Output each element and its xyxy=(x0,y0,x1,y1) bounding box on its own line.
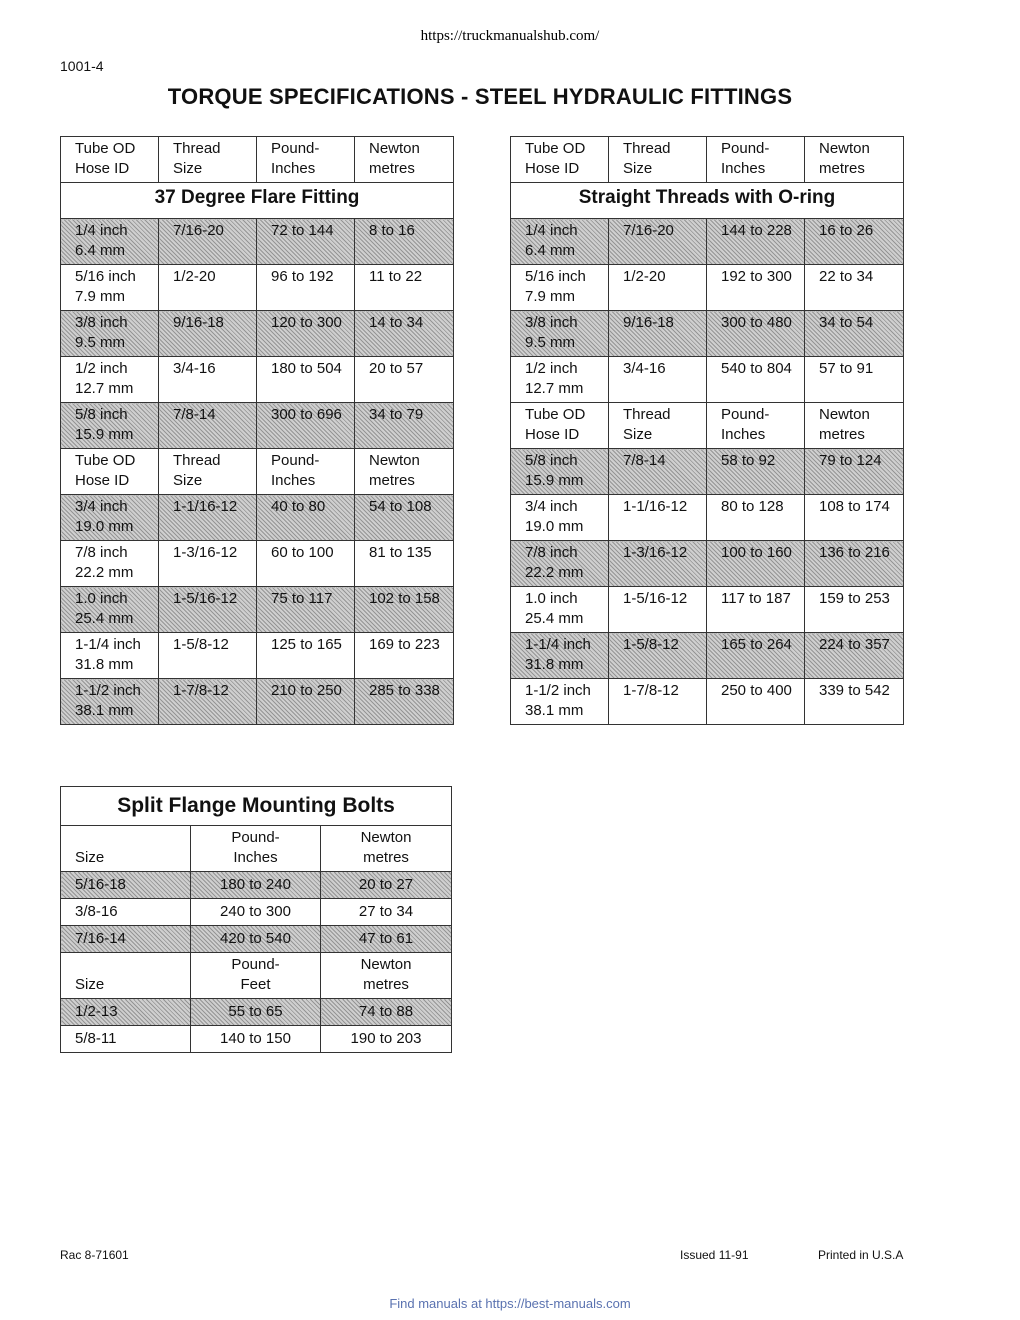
cell: Pound- Inches xyxy=(257,449,355,495)
header-cell: Tube OD Hose ID xyxy=(61,137,159,183)
cell: 3/4 inch 19.0 mm xyxy=(511,495,609,541)
header-cell: Tube OD Hose ID xyxy=(511,137,609,183)
cell: 22 to 34 xyxy=(805,265,904,311)
issued-date: Issued 11-91 xyxy=(680,1248,749,1262)
cell: 5/16-18 xyxy=(61,872,191,899)
cell: 80 to 128 xyxy=(707,495,805,541)
cell: 81 to 135 xyxy=(355,541,454,587)
page-title: TORQUE SPECIFICATIONS - STEEL HYDRAULIC FITTINGS xyxy=(167,84,793,109)
cell: 1.0 inch 25.4 mm xyxy=(61,587,159,633)
cell: 1.0 inch 25.4 mm xyxy=(511,587,609,633)
cell: 1/2 inch 12.7 mm xyxy=(511,357,609,403)
header-cell: Newton metres xyxy=(321,826,452,872)
cell: 1-3/16-12 xyxy=(609,541,707,587)
cell: 120 to 300 xyxy=(257,311,355,357)
cell: 3/8 inch 9.5 mm xyxy=(511,311,609,357)
cell: 55 to 65 xyxy=(191,999,321,1026)
cell: 1-5/8-12 xyxy=(159,633,257,679)
header-cell: Newton metres xyxy=(321,953,452,999)
cell: 1-1/16-12 xyxy=(159,495,257,541)
table-row xyxy=(61,265,454,311)
oring-fitting-table xyxy=(510,136,904,725)
table-row xyxy=(61,872,452,899)
table-row xyxy=(511,357,904,403)
section-title: 37 Degree Flare Fitting xyxy=(61,183,454,219)
cell: 11 to 22 xyxy=(355,265,454,311)
cell: 1/2-20 xyxy=(609,265,707,311)
table-row xyxy=(61,403,454,449)
cell: Newton metres xyxy=(355,449,454,495)
cell: Tube OD Hose ID xyxy=(61,449,159,495)
table-row xyxy=(511,633,904,679)
table-row xyxy=(61,587,454,633)
cell: 60 to 100 xyxy=(257,541,355,587)
table-row xyxy=(61,999,452,1026)
table-row xyxy=(61,449,454,495)
cell: 58 to 92 xyxy=(707,449,805,495)
cell: 9/16-18 xyxy=(609,311,707,357)
cell: 540 to 804 xyxy=(707,357,805,403)
cell: 1-7/8-12 xyxy=(609,679,707,725)
cell: 1/4 inch 6.4 mm xyxy=(61,219,159,265)
cell: 34 to 54 xyxy=(805,311,904,357)
cell: 40 to 80 xyxy=(257,495,355,541)
cell: 9/16-18 xyxy=(159,311,257,357)
table-row xyxy=(61,541,454,587)
cell: Pound- Inches xyxy=(707,403,805,449)
cell: Thread Size xyxy=(159,449,257,495)
table-header-row xyxy=(61,826,452,872)
cell: 420 to 540 xyxy=(191,926,321,953)
cell: 75 to 117 xyxy=(257,587,355,633)
cell: 165 to 264 xyxy=(707,633,805,679)
table-row xyxy=(61,926,452,953)
cell: 1-1/2 inch 38.1 mm xyxy=(511,679,609,725)
cell: 169 to 223 xyxy=(355,633,454,679)
cell: Tube OD Hose ID xyxy=(511,403,609,449)
cell: 117 to 187 xyxy=(707,587,805,633)
cell: 20 to 27 xyxy=(321,872,452,899)
cell: 100 to 160 xyxy=(707,541,805,587)
cell: 79 to 124 xyxy=(805,449,904,495)
cell: 3/8 inch 9.5 mm xyxy=(61,311,159,357)
cell: 1-5/8-12 xyxy=(609,633,707,679)
section-title: Split Flange Mounting Bolts xyxy=(61,787,452,826)
table-row xyxy=(511,541,904,587)
cell: 1-3/16-12 xyxy=(159,541,257,587)
cell: 1/2-13 xyxy=(61,999,191,1026)
cell: 5/16 inch 7.9 mm xyxy=(61,265,159,311)
cell: 7/8 inch 22.2 mm xyxy=(511,541,609,587)
cell: 7/16-20 xyxy=(609,219,707,265)
cell: 7/16-20 xyxy=(159,219,257,265)
top-url: https://truckmanualshub.com/ xyxy=(420,28,600,44)
table-row xyxy=(61,679,454,725)
header-cell: Newton metres xyxy=(355,137,454,183)
cell: 5/16 inch 7.9 mm xyxy=(511,265,609,311)
cell: 96 to 192 xyxy=(257,265,355,311)
cell: 57 to 91 xyxy=(805,357,904,403)
table-row xyxy=(61,311,454,357)
cell: 1/4 inch 6.4 mm xyxy=(511,219,609,265)
header-cell: Newton metres xyxy=(805,137,904,183)
cell: 300 to 480 xyxy=(707,311,805,357)
cell: 159 to 253 xyxy=(805,587,904,633)
table-row xyxy=(511,311,904,357)
table-header-row xyxy=(61,137,454,183)
cell: 5/8-11 xyxy=(61,1026,191,1053)
flare-fitting-table xyxy=(60,136,454,725)
cell: 8 to 16 xyxy=(355,219,454,265)
cell: 1-5/16-12 xyxy=(159,587,257,633)
table-row xyxy=(511,265,904,311)
cell: 192 to 300 xyxy=(707,265,805,311)
cell: 180 to 240 xyxy=(191,872,321,899)
cell: 3/4 inch 19.0 mm xyxy=(61,495,159,541)
header-cell: Pound- Inches xyxy=(257,137,355,183)
cell: 224 to 357 xyxy=(805,633,904,679)
cell: 250 to 400 xyxy=(707,679,805,725)
cell: 1-7/8-12 xyxy=(159,679,257,725)
table-header-row xyxy=(511,137,904,183)
cell: 7/8-14 xyxy=(159,403,257,449)
cell: 1-1/4 inch 31.8 mm xyxy=(61,633,159,679)
table-row xyxy=(511,679,904,725)
cell: 54 to 108 xyxy=(355,495,454,541)
table-row xyxy=(61,633,454,679)
header-cell: Pound- Feet xyxy=(191,953,321,999)
section-title: Straight Threads with O-ring xyxy=(511,183,904,219)
cell: 136 to 216 xyxy=(805,541,904,587)
cell: 300 to 696 xyxy=(257,403,355,449)
cell: 27 to 34 xyxy=(321,899,452,926)
cell: 240 to 300 xyxy=(191,899,321,926)
cell: 1-1/2 inch 38.1 mm xyxy=(61,679,159,725)
cell: 3/4-16 xyxy=(159,357,257,403)
cell: 1-5/16-12 xyxy=(609,587,707,633)
cell: 74 to 88 xyxy=(321,999,452,1026)
split-flange-bolts-table xyxy=(60,786,452,1053)
table-row xyxy=(511,403,904,449)
cell: 1/2-20 xyxy=(159,265,257,311)
printed-location: Printed in U.S.A xyxy=(818,1248,904,1262)
cell: 34 to 79 xyxy=(355,403,454,449)
cell: 190 to 203 xyxy=(321,1026,452,1053)
cell: 125 to 165 xyxy=(257,633,355,679)
cell: 180 to 504 xyxy=(257,357,355,403)
cell: 72 to 144 xyxy=(257,219,355,265)
header-cell: Pound- Inches xyxy=(707,137,805,183)
cell: 20 to 57 xyxy=(355,357,454,403)
cell: 3/8-16 xyxy=(61,899,191,926)
cell: 285 to 338 xyxy=(355,679,454,725)
cell: 108 to 174 xyxy=(805,495,904,541)
cell: 210 to 250 xyxy=(257,679,355,725)
cell: 144 to 228 xyxy=(707,219,805,265)
page-number: 1001-4 xyxy=(60,58,104,74)
cell: 14 to 34 xyxy=(355,311,454,357)
table-row xyxy=(511,495,904,541)
table-row xyxy=(61,899,452,926)
table-row xyxy=(511,449,904,495)
cell: 1/2 inch 12.7 mm xyxy=(61,357,159,403)
bottom-url-link[interactable]: Find manuals at https://best-manuals.com xyxy=(389,1296,631,1311)
cell: 1-1/4 inch 31.8 mm xyxy=(511,633,609,679)
cell: 5/8 inch 15.9 mm xyxy=(511,449,609,495)
header-cell: Size xyxy=(61,953,191,999)
header-cell: Thread Size xyxy=(609,137,707,183)
table-header-row xyxy=(61,953,452,999)
cell: 7/8-14 xyxy=(609,449,707,495)
doc-number: Rac 8-71601 xyxy=(60,1248,129,1262)
cell: 5/8 inch 15.9 mm xyxy=(61,403,159,449)
cell: 7/16-14 xyxy=(61,926,191,953)
cell: Newton metres xyxy=(805,403,904,449)
cell: 140 to 150 xyxy=(191,1026,321,1053)
header-cell: Size xyxy=(61,826,191,872)
cell: Thread Size xyxy=(609,403,707,449)
table-row xyxy=(511,587,904,633)
header-cell: Pound- Inches xyxy=(191,826,321,872)
cell: 1-1/16-12 xyxy=(609,495,707,541)
cell: 7/8 inch 22.2 mm xyxy=(61,541,159,587)
cell: 47 to 61 xyxy=(321,926,452,953)
cell: 339 to 542 xyxy=(805,679,904,725)
table-row xyxy=(61,357,454,403)
cell: 102 to 158 xyxy=(355,587,454,633)
cell: 3/4-16 xyxy=(609,357,707,403)
table-row xyxy=(511,219,904,265)
cell: 16 to 26 xyxy=(805,219,904,265)
table-row xyxy=(61,495,454,541)
header-cell: Thread Size xyxy=(159,137,257,183)
table-row xyxy=(61,219,454,265)
table-row xyxy=(61,1026,452,1053)
